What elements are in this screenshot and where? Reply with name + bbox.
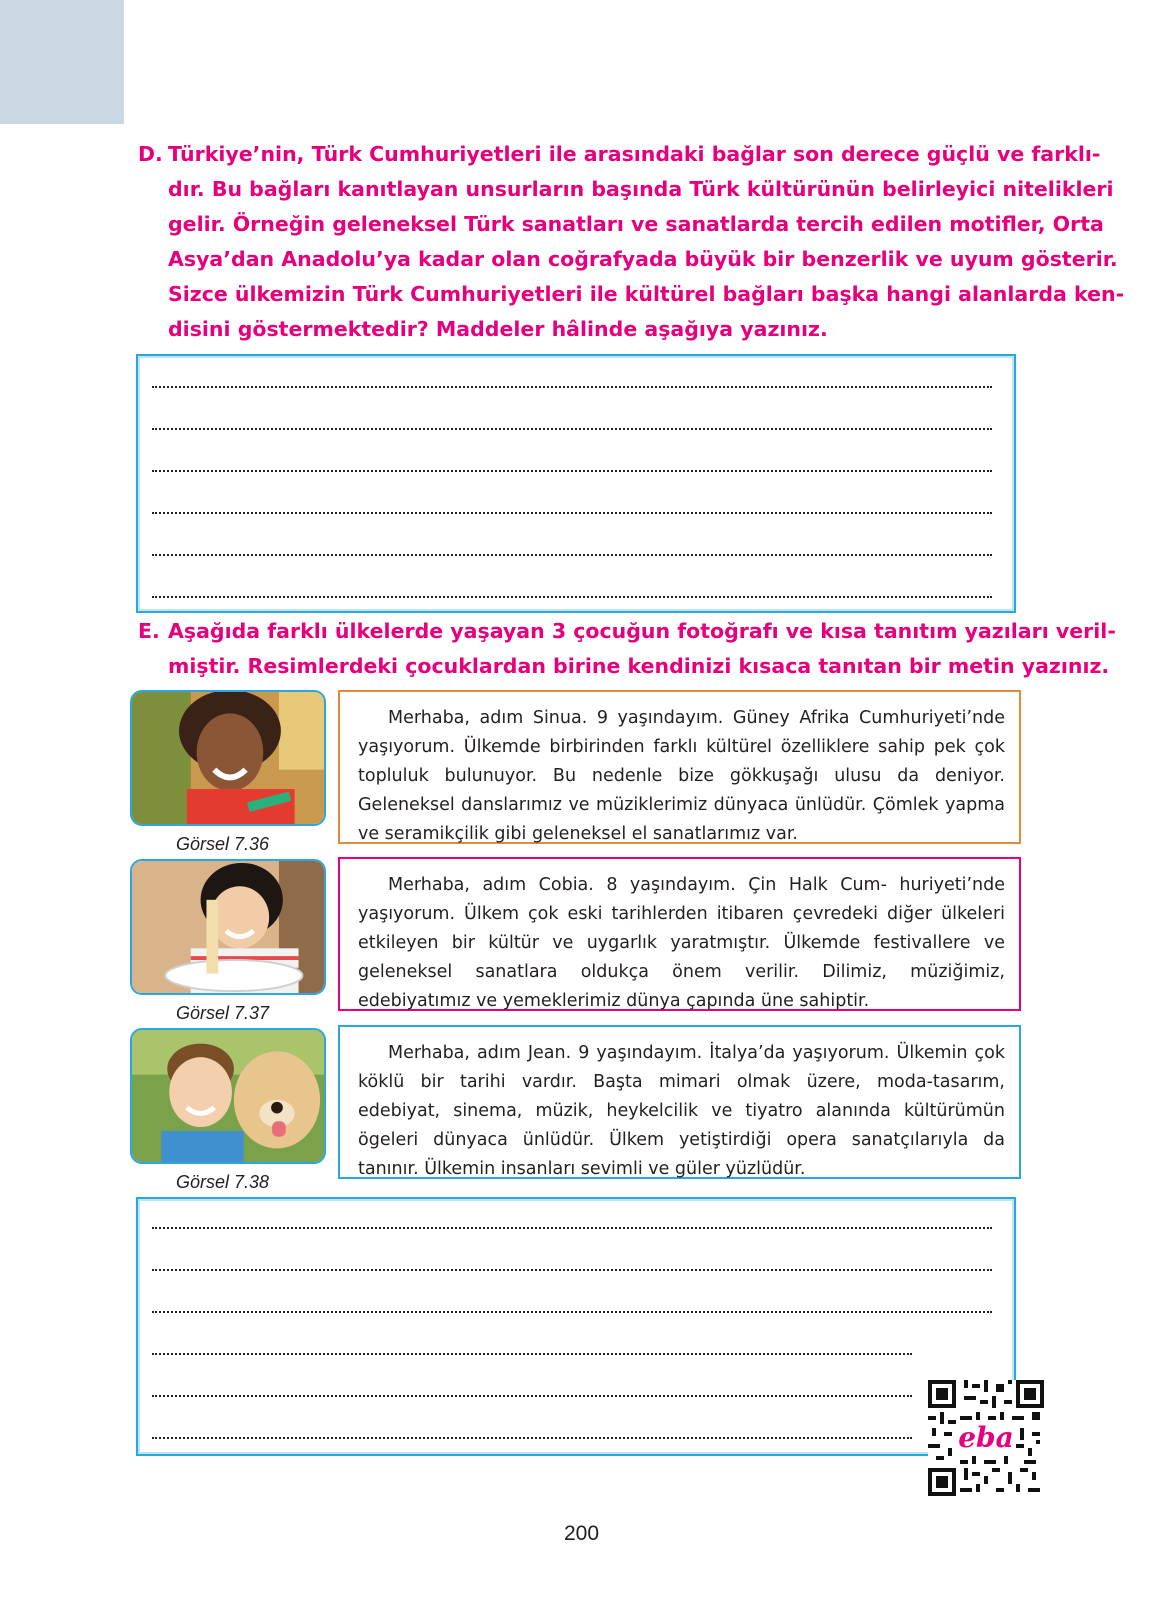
answer-box-e[interactable]	[136, 1197, 1016, 1456]
corner-decoration	[0, 0, 124, 124]
answer-box-d[interactable]	[136, 354, 1016, 613]
question-e-line: Aşağıda farklı ülkelerde yaşayan 3 çocuğun fotoğrafı ve kısa tanıtım yazıları veril-	[168, 619, 1116, 643]
writing-line[interactable]	[152, 1395, 912, 1397]
question-e	[138, 619, 1116, 689]
qr-code-icon[interactable]	[928, 1380, 1044, 1496]
writing-line[interactable]	[152, 1227, 992, 1229]
writing-line[interactable]	[152, 1353, 912, 1355]
question-d-line: dır. Bu bağları kanıtlayan unsurların başında Türk kültürünün belirleyici nitelikleri	[168, 177, 1114, 201]
photo-boy-with-dog	[130, 1028, 326, 1164]
writing-line[interactable]	[152, 1311, 992, 1313]
writing-line[interactable]	[152, 554, 992, 556]
photo-girl-smiling	[130, 690, 326, 826]
writing-line[interactable]	[152, 386, 992, 388]
question-d-line: gelir. Örneğin geleneksel Türk sanatları ve sanatlarda tercih edilen motifler, Orta	[168, 212, 1104, 236]
question-d-letter: D.	[138, 142, 163, 166]
question-d	[138, 142, 1125, 352]
question-d-line: Asya’dan Anadolu’ya kadar olan coğrafyada büyük bir benzerlik ve uyum gösterir.	[168, 247, 1118, 271]
question-e-line: miştir. Resimlerdeki çocuklardan birine kendinizi kısaca tanıtan bir metin yazınız.	[168, 654, 1110, 678]
profile-text-box	[338, 1025, 1021, 1179]
writing-line[interactable]	[152, 1269, 992, 1271]
caption: Görsel 7.36	[176, 834, 270, 854]
eba-logo: eba	[958, 1421, 1014, 1455]
writing-line[interactable]	[152, 428, 992, 430]
question-d-line: disini göstermektedir? Maddeler hâlinde aşağıya yazınız.	[168, 317, 828, 341]
question-d-line: Türkiye’nin, Türk Cumhuriyetleri ile arasındaki bağlar son derece güçlü ve farklı-	[168, 142, 1101, 166]
caption: Görsel 7.38	[176, 1172, 270, 1192]
writing-line[interactable]	[152, 1437, 912, 1439]
photo-girl-eating-pasta	[130, 859, 326, 995]
profile-text-box	[338, 690, 1021, 844]
profile-text: Merhaba, adım Jean. 9 yaşındayım. İtalya’da yaşıyorum. Ülkemin çok köklü bir tarihi vardır. Başta mimari olmak üzere, moda-tasarım, edebiyat, sinema, müzik, heykelcilik ve tiyatro alanında kültürümün ögeleri dünyaca ünlüdür. Ülkem yetiştirdiği opera sanatçılarıyla da tanınır. Ülkemin insanları sevimli ve güler yüzlüdür.	[358, 1043, 1005, 1179]
question-e-letter: E.	[138, 619, 160, 643]
question-d-line: Sizce ülkemizin Türk Cumhuriyetleri ile kültürel bağları başka hangi alanlarda ken-	[168, 282, 1125, 306]
profile-text: Merhaba, adım Sinua. 9 yaşındayım. Güney Afrika Cumhuriyeti’nde yaşıyorum. Ülkemde birbirinden farklı kültürel özelliklere sahip pek çok topluluk bulunuyor. Bu nedenle bize gökkuşağı ulusu da deniyor. Geleneksel danslarımız ve müziklerimiz dünyaca ünlüdür. Çömlek yapma ve seramikçilik gibi geleneksel el sanatlarımız var.	[358, 708, 1005, 844]
page-number: 200	[563, 1522, 600, 1545]
writing-line[interactable]	[152, 512, 992, 514]
writing-line[interactable]	[152, 596, 992, 598]
profile-text-box	[338, 857, 1021, 1011]
writing-line[interactable]	[152, 470, 992, 472]
profile-text: Merhaba, adım Cobia. 8 yaşındayım. Çin Halk Cum- huriyeti’nde yaşıyorum. Ülkem çok eski tarihlerden itibaren çevredeki diğer ülkeleri etkileyen bir kültür ve uygarlık yaratmıştır. Ülkemde festivallere ve geleneksel sanatlara oldukça önem verilir. Dilimiz, müziğimiz, edebiyatımız ve yemeklerimiz dünya çapında üne sahiptir.	[358, 875, 1005, 1011]
caption: Görsel 7.37	[176, 1003, 270, 1023]
